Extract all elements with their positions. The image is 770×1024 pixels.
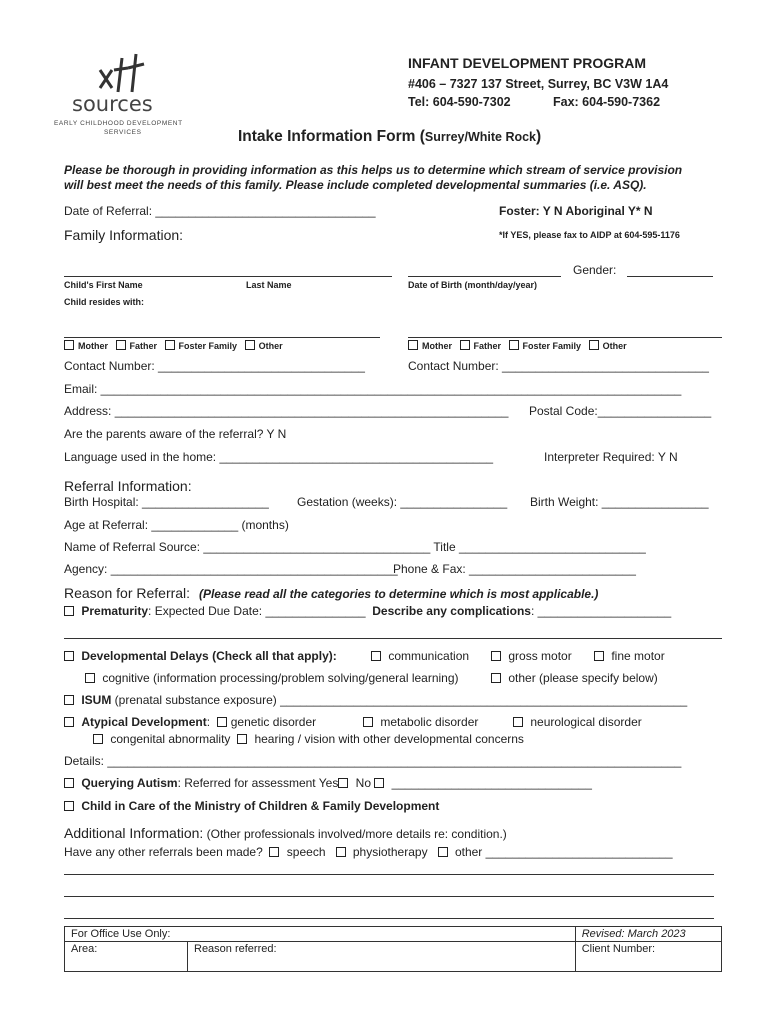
revised-date: Revised: March 2023: [575, 927, 721, 942]
ministry-row[interactable]: Child in Care of the Ministry of Children & Family Development: [64, 799, 439, 813]
agency-field[interactable]: Agency: ___________________________________________: [64, 562, 398, 576]
client-number-cell[interactable]: Client Number:: [575, 942, 721, 972]
neurological-option[interactable]: neurological disorder: [513, 715, 642, 729]
cognitive-option[interactable]: cognitive (information processing/problem solving/general learning): [85, 671, 459, 685]
referral-info-heading: Referral Information:: [64, 478, 192, 494]
org-fax: Fax: 604-590-7362: [553, 95, 661, 109]
checkbox[interactable]: [237, 734, 247, 744]
congenital-option[interactable]: congenital abnormality hearing / vision with other developmental concerns: [93, 732, 524, 746]
prematurity-line[interactable]: [64, 638, 722, 639]
dob-label: Date of Birth (month/day/year): [408, 280, 538, 290]
logo-subtitle: EARLY CHILDHOOD DEVELOPMENT: [54, 120, 183, 127]
additional-info-heading: Additional Information: (Other professionals involved/more details re: condition.): [64, 825, 507, 841]
gender-label: Gender:: [573, 263, 617, 277]
org-address: #406 – 7327 137 Street, Surrey, BC V3W 1A4: [408, 77, 669, 91]
area-cell[interactable]: Area:: [65, 942, 188, 972]
atypical-row: Atypical Development: genetic disorder: [64, 715, 316, 729]
isum-checkbox[interactable]: [64, 695, 74, 705]
parent2-relation: Mother Father Foster Family Other: [408, 340, 627, 351]
isum-row[interactable]: ISUM (prenatal substance exposure) _____________________________________________________________: [64, 693, 687, 707]
foster-aboriginal[interactable]: Foster: Y N Aboriginal Y* N: [499, 204, 653, 218]
child-first-name-label: Child's First Name: [64, 280, 143, 290]
intro-line-2: will best meet the needs of this family. Please include completed developmental summaries (i.e. ASQ).: [64, 178, 647, 192]
prematurity-checkbox[interactable]: [64, 606, 74, 616]
reason-referred-cell[interactable]: Reason referred:: [188, 942, 576, 972]
checkbox[interactable]: [116, 340, 126, 350]
metabolic-option[interactable]: metabolic disorder: [363, 715, 478, 729]
date-of-referral-field[interactable]: Date of Referral: _________________________________: [64, 204, 376, 218]
ministry-checkbox[interactable]: [64, 801, 74, 811]
additional-line-2[interactable]: [64, 896, 714, 897]
speech-checkbox[interactable]: [269, 847, 279, 857]
intro-line-1: Please be thorough in providing information as this helps us to determine which stream of service provision: [64, 163, 683, 177]
fine-motor-option[interactable]: fine motor: [594, 649, 665, 663]
physio-checkbox[interactable]: [336, 847, 346, 857]
autism-row: Querying Autism: Referred for assessment Yes No ______________________________: [64, 776, 592, 790]
dob-line[interactable]: [408, 276, 561, 277]
additional-line-3[interactable]: [64, 918, 714, 919]
checkbox[interactable]: [64, 340, 74, 350]
checkbox[interactable]: [513, 717, 523, 727]
age-at-referral-field[interactable]: Age at Referral: _____________ (months): [64, 518, 289, 532]
other-checkbox[interactable]: [438, 847, 448, 857]
form-title: Intake Information Form (Surrey/White Rock): [238, 128, 542, 145]
details-field[interactable]: Details: ______________________________________________________________________________________: [64, 754, 682, 768]
birth-weight-field[interactable]: Birth Weight: ________________: [530, 495, 709, 509]
contact-number-2[interactable]: Contact Number: _______________________________: [408, 359, 709, 373]
checkbox[interactable]: [509, 340, 519, 350]
checkbox[interactable]: [594, 651, 604, 661]
checkbox[interactable]: [363, 717, 373, 727]
dev-delays-row: Developmental Delays (Check all that apply):: [64, 649, 337, 663]
reason-heading: Reason for Referral: (Please read all the categories to determine which is most applicable.): [64, 585, 599, 601]
yes-checkbox[interactable]: [338, 778, 348, 788]
postal-code-field[interactable]: Postal Code:_________________: [529, 404, 712, 418]
office-use-table: [64, 926, 722, 972]
parents-aware[interactable]: Are the parents aware of the referral? Y N: [64, 427, 287, 441]
gross-motor-option[interactable]: gross motor: [491, 649, 572, 663]
checkbox[interactable]: [165, 340, 175, 350]
checkbox[interactable]: [371, 651, 381, 661]
checkbox[interactable]: [217, 717, 227, 727]
contact-number-1[interactable]: Contact Number: _______________________________: [64, 359, 365, 373]
language-field[interactable]: Language used in the home: _________________________________________: [64, 450, 494, 464]
no-checkbox[interactable]: [374, 778, 384, 788]
logo-mark-icon: [92, 50, 152, 94]
autism-checkbox[interactable]: [64, 778, 74, 788]
family-info-heading: Family Information:: [64, 227, 184, 243]
parent1-relation: Mother Father Foster Family Other: [64, 340, 283, 351]
email-field[interactable]: Email: _______________________________________________________________________________________: [64, 382, 682, 396]
phone-fax-field[interactable]: Phone & Fax: _________________________: [393, 562, 636, 576]
atypical-checkbox[interactable]: [64, 717, 74, 727]
office-use-label: For Office Use Only:: [65, 927, 576, 942]
prematurity-row: Prematurity: Expected Due Date: _______________ Describe any complications: ____________________: [64, 604, 671, 618]
referral-source-field[interactable]: Name of Referral Source: __________________________________ Title ____________________________: [64, 540, 646, 554]
other-specify-option[interactable]: other (please specify below): [491, 671, 658, 685]
interpreter-required[interactable]: Interpreter Required: Y N: [544, 450, 678, 464]
org-title: INFANT DEVELOPMENT PROGRAM: [408, 55, 647, 71]
aidp-note: *If YES, please fax to AIDP at 604-595-1176: [499, 230, 680, 240]
checkbox[interactable]: [85, 673, 95, 683]
logo-wordmark: sources: [72, 92, 153, 116]
checkbox[interactable]: [491, 673, 501, 683]
checkbox[interactable]: [491, 651, 501, 661]
checkbox[interactable]: [460, 340, 470, 350]
gender-line[interactable]: [627, 276, 713, 277]
checkbox[interactable]: [408, 340, 418, 350]
logo-subtitle-2: SERVICES: [104, 129, 142, 136]
parent1-name-line[interactable]: [64, 337, 380, 338]
child-name-line[interactable]: [64, 276, 392, 277]
gestation-field[interactable]: Gestation (weeks): ________________: [297, 495, 508, 509]
child-resides-label: Child resides with:: [64, 297, 145, 307]
last-name-label: Last Name: [246, 280, 292, 290]
org-tel: Tel: 604-590-7302: [408, 95, 511, 109]
checkbox[interactable]: [589, 340, 599, 350]
birth-hospital-field[interactable]: Birth Hospital: ___________________: [64, 495, 269, 509]
additional-line-1[interactable]: [64, 874, 714, 875]
checkbox[interactable]: [245, 340, 255, 350]
checkbox[interactable]: [93, 734, 103, 744]
parent2-name-line[interactable]: [408, 337, 722, 338]
other-referrals-row: Have any other referrals been made? speech physiotherapy other ____________________________: [64, 845, 673, 859]
dev-delays-checkbox[interactable]: [64, 651, 74, 661]
communication-option[interactable]: communication: [371, 649, 469, 663]
address-field[interactable]: Address: ___________________________________________________________: [64, 404, 509, 418]
